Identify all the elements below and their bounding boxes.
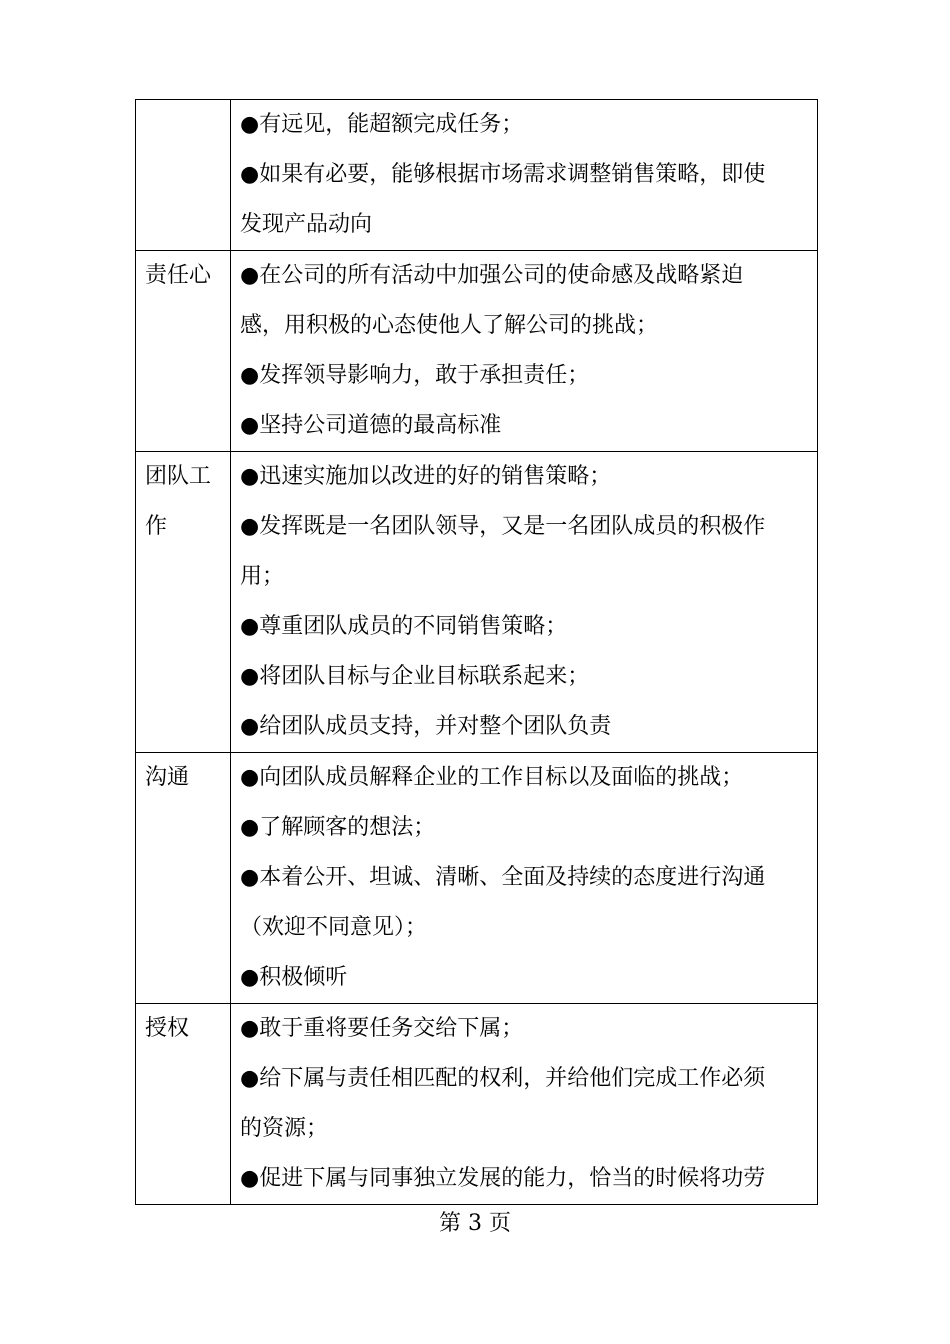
description-line: ●本着公开、坦诚、清晰、全面及持续的态度进行沟通 xyxy=(240,865,766,890)
competency-label: 沟通 xyxy=(145,765,190,790)
description-line: ●尊重团队成员的不同销售策略； xyxy=(240,614,568,639)
competency-label-cell xyxy=(136,100,231,251)
description-line: ●积极倾听 xyxy=(240,965,348,990)
description-line: ●向团队成员解释企业的工作目标以及面临的挑战； xyxy=(240,765,744,790)
table-row xyxy=(136,100,818,251)
description-line: ●促进下属与同事独立发展的能力，恰当的时候将功劳 xyxy=(240,1166,766,1191)
competency-label-cell xyxy=(136,1004,231,1205)
description-line: ●迅速实施加以改进的好的销售策略； xyxy=(240,464,612,489)
description-line: ●了解顾客的想法； xyxy=(240,815,436,840)
competency-description-cell xyxy=(231,1004,818,1205)
competency-description-cell xyxy=(231,452,818,753)
competency-label: 责任心 xyxy=(145,263,212,288)
table-body xyxy=(136,100,818,1205)
description-line: 感，用积极的心态使他人了解公司的挑战； xyxy=(240,313,659,338)
description-line: ●给下属与责任相匹配的权利，并给他们完成工作必须 xyxy=(240,1066,766,1091)
table-row xyxy=(136,452,818,753)
competency-label: 授权 xyxy=(145,1016,190,1041)
description-line: ●给团队成员支持，并对整个团队负责 xyxy=(240,714,612,739)
competency-label-cell xyxy=(136,452,231,753)
description-line: ●如果有必要，能够根据市场需求调整销售策略，即使 xyxy=(240,162,766,187)
description-line: ●将团队目标与企业目标联系起来； xyxy=(240,664,590,689)
description-line: ●有远见，能超额完成任务； xyxy=(240,112,524,137)
description-line: 用； xyxy=(240,564,285,589)
competency-label: 团队工 xyxy=(145,464,212,489)
table-row xyxy=(136,1004,818,1205)
competency-label-cell xyxy=(136,251,231,452)
competency-description-cell xyxy=(231,753,818,1004)
description-line: ●发挥既是一名团队领导，又是一名团队成员的积极作 xyxy=(240,514,766,539)
description-line: ●发挥领导影响力，敢于承担责任； xyxy=(240,363,590,388)
competency-table xyxy=(135,99,818,1205)
competency-label: 作 xyxy=(145,514,168,539)
competency-description-cell xyxy=(231,251,818,452)
table-row xyxy=(136,251,818,452)
competency-description-cell xyxy=(231,100,818,251)
description-line: 发现产品动向 xyxy=(240,212,373,237)
description-line: （欢迎不同意见）； xyxy=(240,915,428,940)
description-line: ●坚持公司道德的最高标准 xyxy=(240,413,502,438)
description-line: ●敢于重将要任务交给下属； xyxy=(240,1016,524,1041)
description-line: ●在公司的所有活动中加强公司的使命感及战略紧迫 xyxy=(240,263,744,288)
page-number: 第 3 页 xyxy=(439,1211,511,1236)
table-row xyxy=(136,753,818,1004)
competency-label-cell xyxy=(136,753,231,1004)
description-line: 的资源； xyxy=(240,1116,329,1141)
